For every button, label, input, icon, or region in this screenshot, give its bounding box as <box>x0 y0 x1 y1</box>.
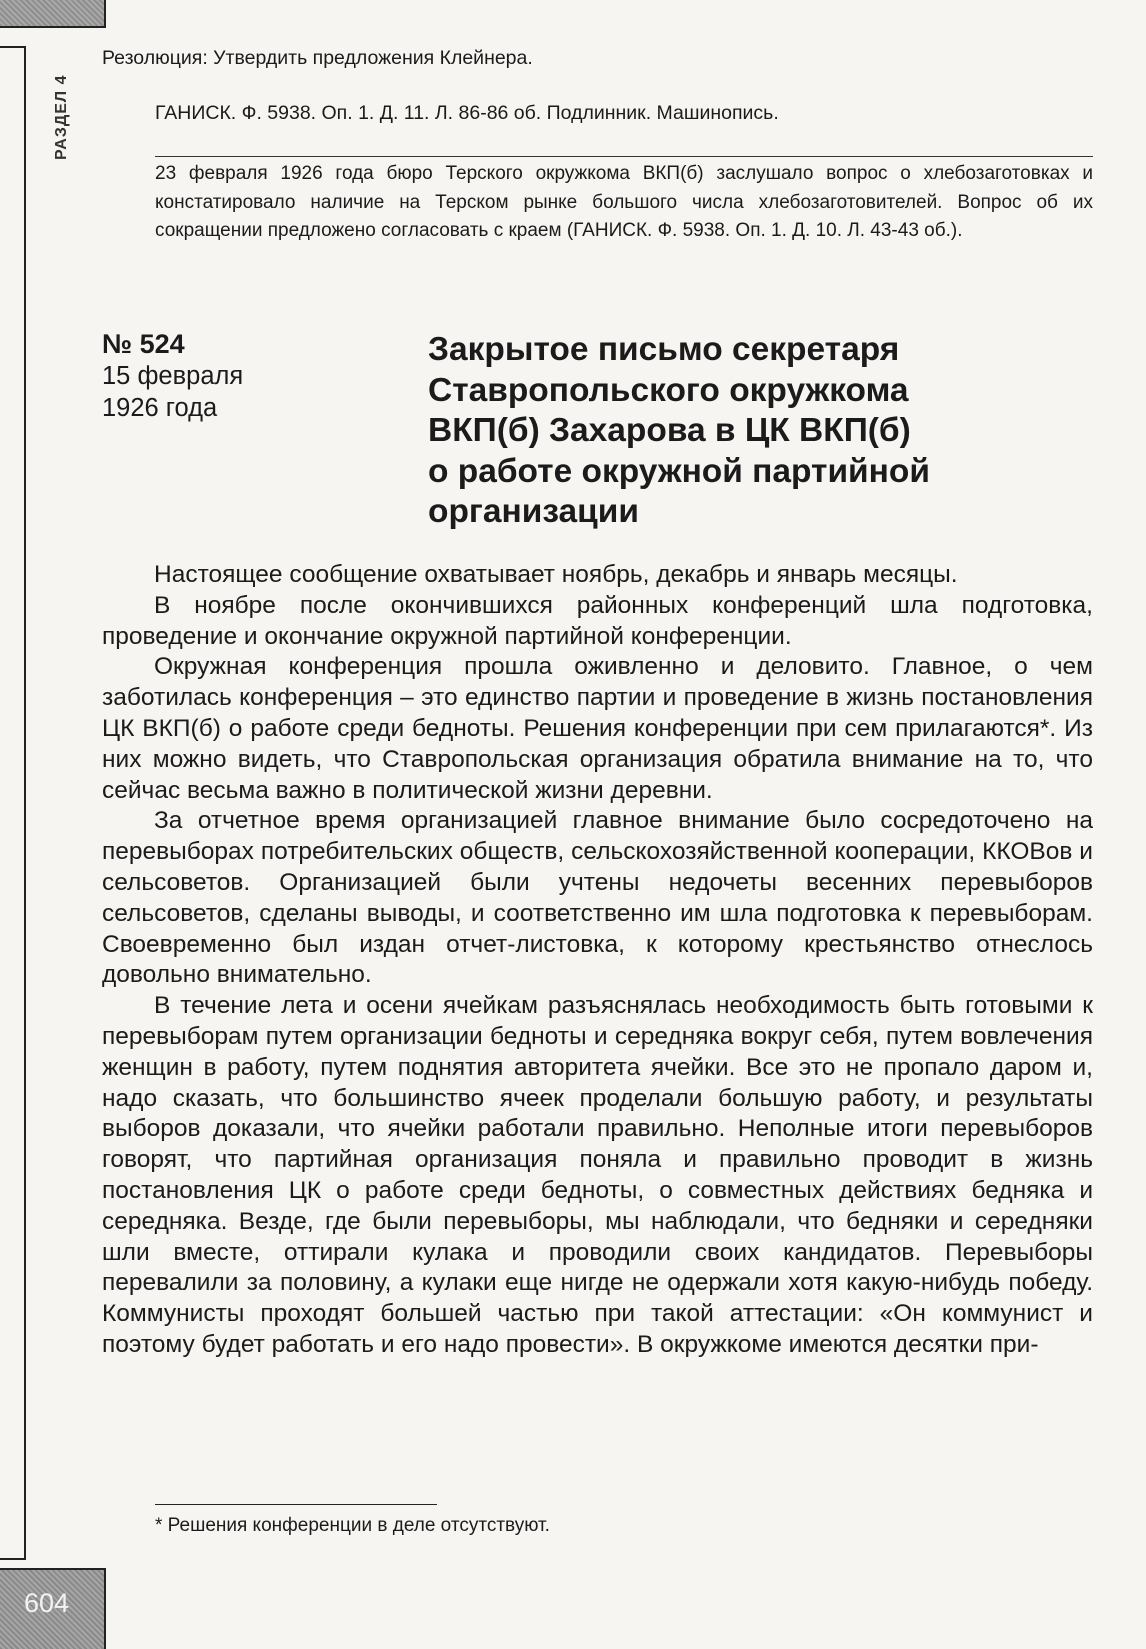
document-title <box>428 330 1028 533</box>
title-line: о работе окружной партийной <box>428 452 930 490</box>
resolution-text: Резолюция: Утвердить предложения Клейнера. <box>102 47 533 69</box>
body-paragraph: Настоящее сообщение охватывает ноябрь, декабрь и январь месяцы. <box>154 561 958 588</box>
body-paragraph: В течение лета и осени ячейкам разъяснялась необходимость быть готовыми к перевыборам путем организации бедноты и середняка вокруг себя, путем вовлечения женщин в работу, путем поднятия авторитета ячейки. Все это не пропало даром и, надо сказать, что большинство ячеек проделали большую работу, и результаты выборов доказали, что ячейки работали правильно. Неполные итоги перевыборов говорят, что партийная организация поняла и правильно проводит в жизнь постановления ЦК о работе среди бедноты, о совместных действиях бедняка и середняка. Везде, где были перевыборы, мы наблюдали, что бедняки и середняки шли вместе, оттирали кулака и проводили своих кандидатов. Перевыборы перевалили за половину, а кулаки еще нигде не одержали хотя какую-нибудь победу. Коммунисты проходят большей частью при такой аттестации: «Он коммунист и поэтому будет работать и его надо провести». В окружкоме имеются десятки при- <box>102 992 1093 1358</box>
note-divider <box>155 156 1093 157</box>
title-line: организации <box>428 493 639 530</box>
section-label: РАЗДЕЛ 4 <box>53 74 70 160</box>
body-paragraph: Окружная конференция прошла оживленно и деловито. Главное, о чем заботилась конференция – это единство партии и проведение в жизнь постановления ЦК ВКП(б) о работе среди бедноты. Решения конференции при сем прилагаются*. Из них можно видеть, что Ставропольская организация обратила внимание на то, что сейчас весьма важно в политической жизни деревни. <box>102 653 1093 804</box>
document-number: № 524 <box>102 329 185 359</box>
editorial-note: 23 февраля 1926 года бюро Терского окружкома ВКП(б) заслушало вопрос о хлебозаготовках и констатировало наличие на Терском рынке большого числа хлебозаготовителей. Вопрос об их сокращении предложено согласовать с краем (ГАНИСК. Ф. 5938. Оп. 1. Д. 10. Л. 43-43 об.). <box>155 163 1093 241</box>
document-date-day: 15 февраля <box>102 362 244 390</box>
body-paragraph: В ноябре после окончившихся районных конференций шла подготовка, проведение и окончание окружной партийной конференции. <box>102 591 1093 650</box>
title-line: Закрытое письмо секретаря <box>428 331 900 368</box>
title-line: Ставропольского окружкома <box>428 371 909 409</box>
page-number: 604 <box>24 1588 70 1618</box>
footnote-divider <box>155 1504 437 1505</box>
document-date-year: 1926 года <box>102 394 218 422</box>
letter-body <box>102 560 1093 1361</box>
archive-reference: ГАНИСК. Ф. 5938. Оп. 1. Д. 11. Л. 86-86 об. Подлинник. Машинопись. <box>155 102 779 124</box>
document-meta <box>102 328 352 424</box>
footnote: * Решения конференции в деле отсутствуют. <box>155 1515 550 1536</box>
side-frame <box>0 46 26 1560</box>
corner-tab <box>0 0 106 28</box>
title-line: ВКП(б) Захарова в ЦК ВКП(б) <box>428 412 911 449</box>
body-paragraph: За отчетное время организацией главное внимание было сосредоточено на перевыборах потребительских обществ, сельскохозяйственной кооперации, ККОВов и сельсоветов. Организацией были учтены недочеты весенних перевыборов сельсоветов, сделаны выводы, и соответственно им шла подготовка к перевыборам. Своевременно был издан отчет-листовка, к которому крестьянство отнеслось довольно внимательно. <box>102 807 1093 989</box>
